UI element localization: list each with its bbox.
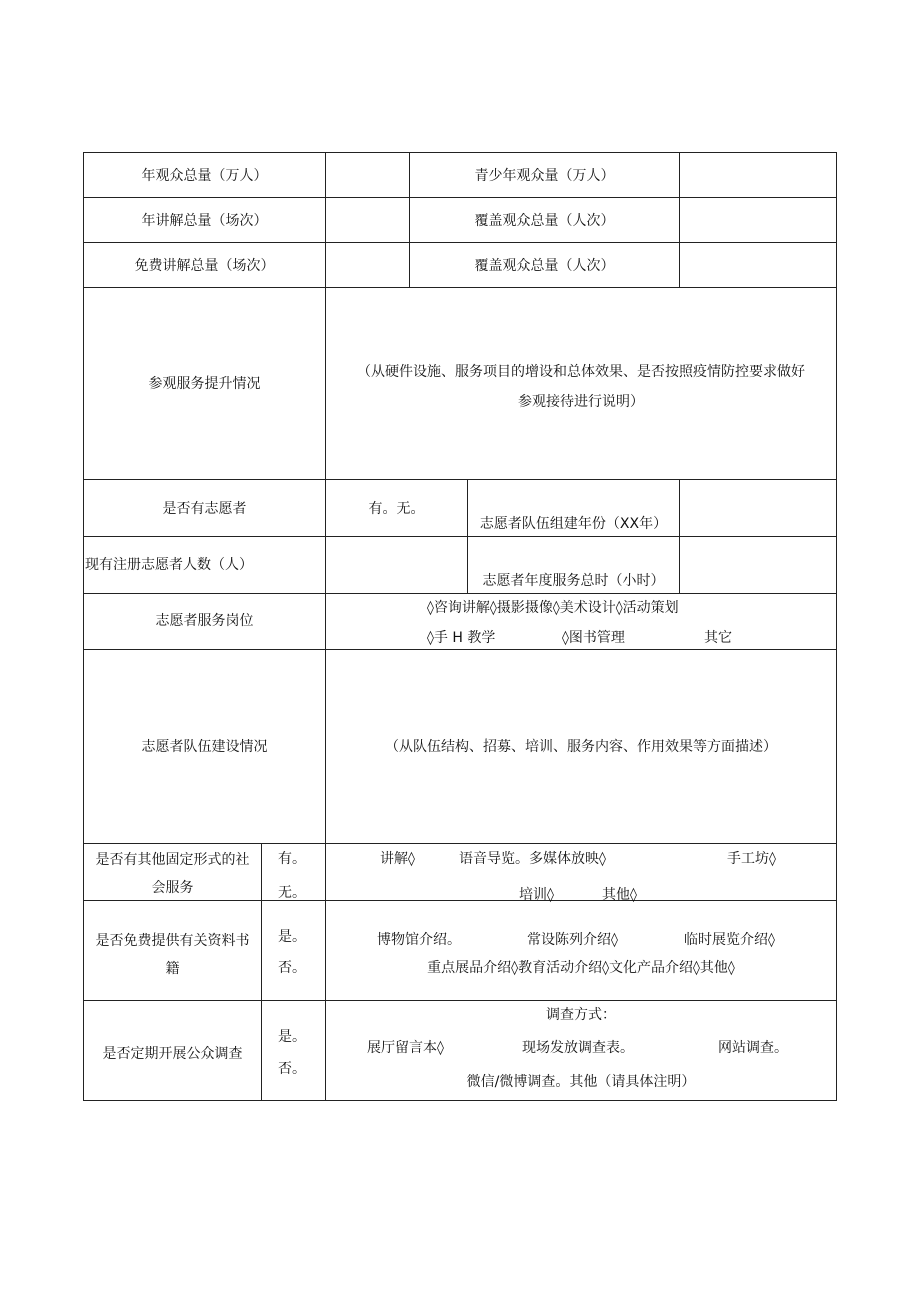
row-divider xyxy=(84,1000,836,1001)
service-option-workshop[interactable]: 手工坊◊ xyxy=(727,851,776,867)
free-tours-label: 免费讲解总量（场次） xyxy=(134,258,275,274)
report-form-table xyxy=(83,152,837,1101)
row-divider xyxy=(84,843,836,844)
volunteer-positions-label: 志愿者服务岗位 xyxy=(155,613,254,629)
volunteer-team-year-value[interactable] xyxy=(680,480,836,536)
col-divider xyxy=(261,843,262,1100)
survey-method-heading: 调查方式： xyxy=(546,1007,616,1023)
volunteer-position-library[interactable]: ◊图书管理 xyxy=(562,630,625,646)
registered-volunteers-label: 现有注册志愿者人数（人） xyxy=(85,557,253,573)
volunteer-hours-value[interactable] xyxy=(680,537,836,593)
material-option-museum[interactable]: 博物馆介绍。 xyxy=(377,932,461,948)
volunteer-team-hint: （从队伍结构、招募、培训、服务内容、作用效果等方面描述） xyxy=(385,739,777,755)
service-option-training[interactable]: 培训◊ xyxy=(519,887,554,903)
service-option-audio-media[interactable]: 语音导览。多媒体放映◊ xyxy=(459,851,606,867)
public-survey-label: 是否定期开展公众调查 xyxy=(102,1046,243,1062)
visit-service-hint-1: （从硬件设施、服务项目的增设和总体效果、是否按照疫情防控要求做好 xyxy=(357,364,805,380)
row-divider xyxy=(84,593,836,594)
free-materials-no[interactable]: 否。 xyxy=(278,960,306,976)
other-services-yes[interactable]: 有。 xyxy=(278,851,306,867)
visit-service-hint-2: 参观接待进行说明） xyxy=(518,394,644,410)
youth-visitors-value[interactable] xyxy=(680,153,836,197)
service-option-tour[interactable]: 讲解◊ xyxy=(380,851,415,867)
survey-option-questionnaire[interactable]: 现场发放调查表。 xyxy=(522,1040,634,1056)
material-option-permanent[interactable]: 常设陈列介绍◊ xyxy=(527,932,618,948)
volunteer-hours-label: 志愿者年度服务总时（小时） xyxy=(482,573,665,589)
visit-service-field[interactable] xyxy=(326,288,836,479)
volunteer-team-label: 志愿者队伍建设情况 xyxy=(141,739,268,755)
free-materials-label-1: 是否免费提供有关资料书 xyxy=(95,933,250,949)
public-survey-yes[interactable]: 是。 xyxy=(278,1029,306,1045)
free-materials-yes[interactable]: 是。 xyxy=(278,929,306,945)
annual-visitors-value[interactable] xyxy=(326,153,409,197)
annual-tours-label: 年讲解总量（场次） xyxy=(141,213,268,229)
volunteer-position-handcraft[interactable]: ◊手 H 教学 xyxy=(427,630,496,646)
survey-option-website[interactable]: 网站调查。 xyxy=(718,1040,788,1056)
free-tours-value[interactable] xyxy=(326,243,409,287)
has-volunteers-label: 是否有志愿者 xyxy=(162,501,247,517)
material-options-line2[interactable]: 重点展品介绍◊教育活动介绍◊文化产品介绍◊其他◊ xyxy=(427,960,735,976)
tour-coverage-label: 覆盖观众总量（人次） xyxy=(474,213,615,229)
volunteer-positions-line1[interactable]: ◊咨询讲解◊摄影摄像◊美术设计◊活动策划 xyxy=(427,600,679,616)
survey-options-line3[interactable]: 微信/微博调查。其他（请具体注明） xyxy=(466,1074,696,1090)
annual-visitors-label: 年观众总量（万人） xyxy=(141,168,268,184)
other-services-label-1: 是否有其他固定形式的社 xyxy=(95,852,250,868)
free-tour-coverage-label: 覆盖观众总量（人次） xyxy=(474,258,615,274)
row-divider xyxy=(84,900,836,901)
visit-service-label: 参观服务提升情况 xyxy=(148,376,261,392)
volunteer-team-year-label: 志愿者队伍组建年份（XX年） xyxy=(479,516,668,532)
service-option-other[interactable]: 其他◊ xyxy=(602,887,637,903)
registered-volunteers-value[interactable] xyxy=(326,537,467,593)
has-volunteers-options[interactable]: 有。无。 xyxy=(368,501,425,517)
other-services-label-2: 会服务 xyxy=(151,880,194,896)
youth-visitors-label: 青少年观众量（万人） xyxy=(474,168,615,184)
other-services-no[interactable]: 无。 xyxy=(278,885,306,901)
annual-tours-value[interactable] xyxy=(326,198,409,242)
survey-option-guestbook[interactable]: 展厅留言本◊ xyxy=(367,1040,444,1056)
tour-coverage-value[interactable] xyxy=(680,198,836,242)
public-survey-no[interactable]: 否。 xyxy=(278,1061,306,1077)
free-tour-coverage-value[interactable] xyxy=(680,243,836,287)
material-option-temporary[interactable]: 临时展览介绍◊ xyxy=(684,932,775,948)
free-materials-label-2: 籍 xyxy=(165,961,180,977)
volunteer-position-other[interactable]: 其它 xyxy=(704,630,732,646)
